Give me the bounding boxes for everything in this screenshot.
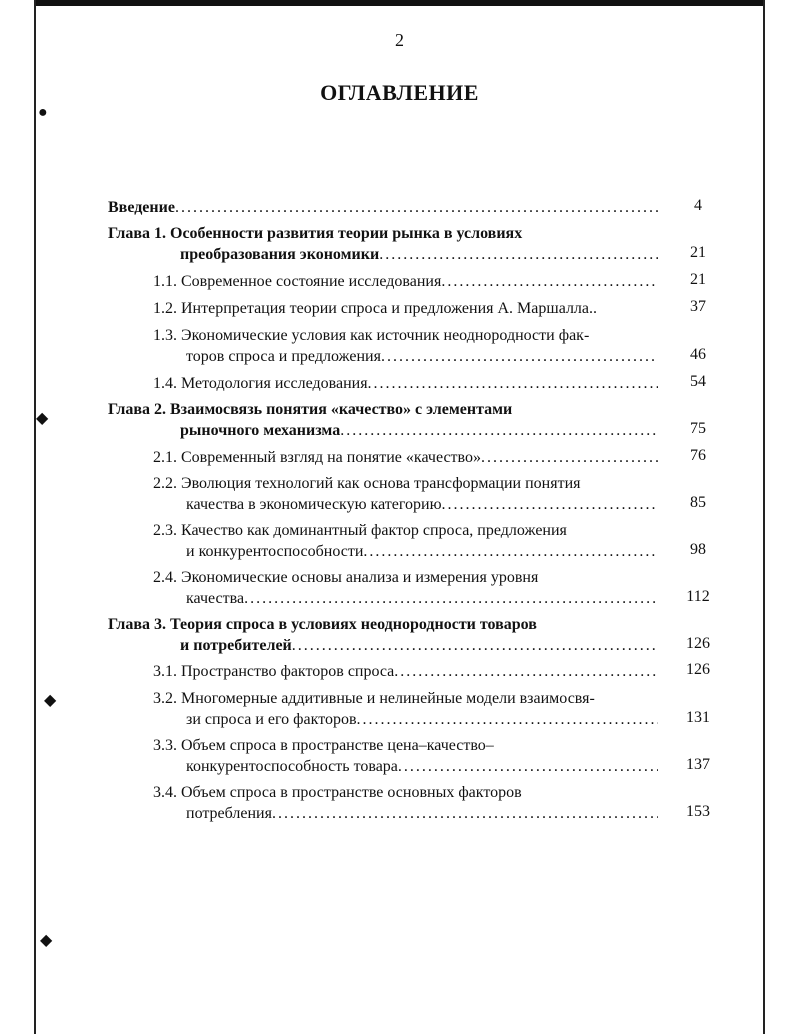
toc-entry-section-2-3[interactable] [153, 520, 658, 562]
leader-dots [441, 271, 658, 292]
toc-entry-label: 2.3. Качество как доминантный фактор спроса, предложения [153, 522, 567, 539]
leader-dots [175, 197, 658, 218]
scan-right-border [763, 0, 765, 1034]
toc-entry-label: Глава 3. Теория спроса в условиях неоднородности товаров [108, 616, 537, 633]
leader-dots [292, 635, 658, 656]
toc-entry-label: 1.1. Современное состояние исследования [153, 273, 442, 290]
toc-page-number: 37 [690, 298, 706, 315]
toc-page-number: 126 [686, 635, 710, 652]
binding-hole-mark: ◆ [40, 932, 53, 949]
toc-page-number: 137 [686, 756, 710, 773]
leader-dots [398, 756, 658, 777]
toc-entry-intro[interactable] [108, 197, 658, 218]
leader-dots [368, 373, 658, 394]
leader-dots [481, 447, 658, 468]
toc-page-number: 76 [690, 447, 706, 464]
leader-dots [442, 494, 658, 515]
leader-dots [363, 541, 658, 562]
toc-entry-section-3-2[interactable] [153, 688, 658, 730]
toc-entry-label: 1.2. Интерпретация теории спроса и предложения А. Маршалла.. [153, 300, 598, 317]
toc-entry-label-cont: качества в экономическую категорию [186, 496, 442, 513]
toc-entry-section-2-2[interactable] [153, 473, 658, 515]
leader-dots [244, 588, 658, 609]
toc-entry-label: Введение [108, 199, 175, 216]
toc-entry-label-cont: качества [186, 590, 245, 607]
toc-entry-section-3-1[interactable] [153, 661, 658, 682]
leader-dots [340, 420, 658, 441]
toc-entry-section-1-2[interactable] [153, 298, 658, 319]
toc-entry-chapter-1[interactable] [108, 223, 658, 265]
toc-entry-label: 2.1. Современный взгляд на понятие «качество» [153, 449, 481, 466]
toc-entry-label: Глава 1. Особенности развития теории рынка в условиях [108, 225, 523, 242]
binding-hole-mark: ◆ [44, 692, 57, 709]
toc-page-number: 46 [690, 346, 706, 363]
leader-dots [272, 803, 658, 824]
leader-dots [357, 709, 658, 730]
toc-page-number: 75 [690, 420, 706, 437]
toc-entry-label-cont: и потребителей [180, 637, 292, 654]
toc-page-number: 21 [690, 244, 706, 261]
toc-entry-label-cont: зи спроса и его факторов [186, 711, 357, 728]
toc-entry-section-1-4[interactable] [153, 373, 658, 394]
toc-page-number: 4 [694, 197, 702, 214]
toc-entry-label: 1.3. Экономические условия как источник неоднородности фак- [153, 327, 590, 344]
toc-entry-label-cont: преобразования экономики [180, 246, 380, 263]
toc-page-number: 112 [686, 588, 710, 605]
page-number: 2 [395, 30, 404, 50]
toc-entry-chapter-3[interactable] [108, 614, 658, 656]
toc-entry-chapter-2[interactable] [108, 399, 658, 441]
toc-page-number: 126 [686, 661, 710, 678]
page-title: ОГЛАВЛЕНИЕ [320, 80, 479, 105]
toc-entry-label: Глава 2. Взаимосвязь понятия «качество» с элементами [108, 401, 513, 418]
binding-hole-mark: ◆ [36, 410, 49, 427]
leader-dots [394, 661, 658, 682]
toc-entry-label-cont: потребления [186, 805, 272, 822]
scan-top-border [34, 0, 765, 6]
leader-dots [381, 346, 658, 367]
toc-entry-section-1-3[interactable] [153, 325, 658, 367]
toc-page-number: 153 [686, 803, 710, 820]
toc-entry-label: 3.3. Объем спроса в пространстве цена–качество– [153, 737, 494, 754]
toc-page-number: 98 [690, 541, 706, 558]
binding-hole-mark: ● [38, 104, 48, 121]
toc-entry-label: 3.1. Пространство факторов спроса [153, 663, 395, 680]
scan-left-border [34, 0, 36, 1034]
toc-entry-label-cont: конкурентоспособность товара [186, 758, 398, 775]
toc-entry-label: 3.2. Многомерные аддитивные и нелинейные модели взаимосвя- [153, 690, 595, 707]
toc-entry-section-3-4[interactable] [153, 782, 658, 824]
toc-entry-label: 3.4. Объем спроса в пространстве основных факторов [153, 784, 522, 801]
toc-entry-section-2-4[interactable] [153, 567, 658, 609]
toc-entry-section-1-1[interactable] [153, 271, 658, 292]
toc-entry-section-2-1[interactable] [153, 447, 658, 468]
toc-page-number: 85 [690, 494, 706, 511]
toc-entry-label-cont: торов спроса и предложения [186, 348, 381, 365]
toc-page-number: 54 [690, 373, 706, 390]
toc-entry-label: 2.2. Эволюция технологий как основа трансформации понятия [153, 475, 581, 492]
toc-entry-label: 2.4. Экономические основы анализа и измерения уровня [153, 569, 539, 586]
toc-entry-label-cont: и конкурентоспособности [186, 543, 364, 560]
toc-entry-label-cont: рыночного механизма [180, 422, 341, 439]
toc-entry-section-3-3[interactable] [153, 735, 658, 777]
toc-page-number: 21 [690, 271, 706, 288]
leader-dots [379, 244, 658, 265]
toc-page-number: 131 [686, 709, 710, 726]
toc-entry-label: 1.4. Методология исследования [153, 375, 368, 392]
